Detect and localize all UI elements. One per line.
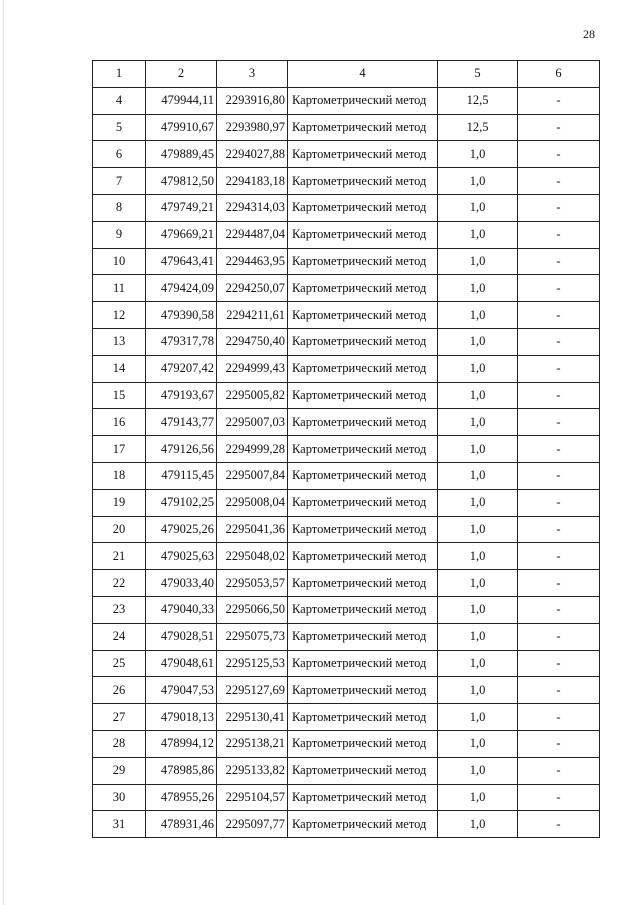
table-row — [93, 275, 600, 302]
accuracy-cell: 1,0 — [438, 784, 518, 811]
point-number-cell: 24 — [93, 623, 146, 650]
note-cell: - — [518, 382, 600, 409]
method-cell: Картометрический метод — [288, 221, 438, 248]
y-coordinate-cell: 2294211,61 — [217, 302, 288, 329]
point-number-cell: 28 — [93, 730, 146, 757]
method-cell: Картометрический метод — [288, 489, 438, 516]
x-coordinate-cell: 479669,21 — [146, 221, 217, 248]
accuracy-cell: 1,0 — [438, 436, 518, 463]
accuracy-cell: 1,0 — [438, 275, 518, 302]
accuracy-cell: 1,0 — [438, 811, 518, 838]
table-row — [93, 516, 600, 543]
y-coordinate-cell: 2295008,04 — [217, 489, 288, 516]
point-number-cell: 22 — [93, 570, 146, 597]
accuracy-cell: 1,0 — [438, 194, 518, 221]
method-cell: Картометрический метод — [288, 784, 438, 811]
method-cell: Картометрический метод — [288, 677, 438, 704]
x-coordinate-cell: 479889,45 — [146, 141, 217, 168]
method-cell: Картометрический метод — [288, 516, 438, 543]
table-row — [93, 650, 600, 677]
y-coordinate-cell: 2294463,95 — [217, 248, 288, 275]
x-coordinate-cell: 478955,26 — [146, 784, 217, 811]
y-coordinate-cell: 2295097,77 — [217, 811, 288, 838]
table-row — [93, 221, 600, 248]
note-cell: - — [518, 677, 600, 704]
table-row — [93, 757, 600, 784]
x-coordinate-cell: 479944,11 — [146, 87, 217, 114]
method-cell: Картометрический метод — [288, 248, 438, 275]
x-coordinate-cell: 478931,46 — [146, 811, 217, 838]
table-row — [93, 704, 600, 731]
point-number-cell: 23 — [93, 596, 146, 623]
x-coordinate-cell: 479207,42 — [146, 355, 217, 382]
table-row — [93, 570, 600, 597]
x-coordinate-cell: 479193,67 — [146, 382, 217, 409]
method-cell: Картометрический метод — [288, 462, 438, 489]
y-coordinate-cell: 2295130,41 — [217, 704, 288, 731]
note-cell: - — [518, 811, 600, 838]
note-cell: - — [518, 784, 600, 811]
y-coordinate-cell: 2295007,84 — [217, 462, 288, 489]
x-coordinate-cell: 479048,61 — [146, 650, 217, 677]
x-coordinate-cell: 479143,77 — [146, 409, 217, 436]
method-cell: Картометрический метод — [288, 275, 438, 302]
x-coordinate-cell: 479643,41 — [146, 248, 217, 275]
note-cell: - — [518, 114, 600, 141]
note-cell: - — [518, 623, 600, 650]
table-row — [93, 114, 600, 141]
note-cell: - — [518, 87, 600, 114]
table-row — [93, 730, 600, 757]
note-cell: - — [518, 462, 600, 489]
point-number-cell: 26 — [93, 677, 146, 704]
point-number-cell: 21 — [93, 543, 146, 570]
note-cell: - — [518, 409, 600, 436]
point-number-cell: 8 — [93, 194, 146, 221]
header-cell: 3 — [217, 61, 288, 88]
x-coordinate-cell: 479047,53 — [146, 677, 217, 704]
table-row — [93, 811, 600, 838]
header-cell: 2 — [146, 61, 217, 88]
method-cell: Картометрический метод — [288, 596, 438, 623]
accuracy-cell: 12,5 — [438, 87, 518, 114]
accuracy-cell: 1,0 — [438, 757, 518, 784]
point-number-cell: 18 — [93, 462, 146, 489]
point-number-cell: 30 — [93, 784, 146, 811]
header-cell: 4 — [288, 61, 438, 88]
method-cell: Картометрический метод — [288, 623, 438, 650]
accuracy-cell: 1,0 — [438, 730, 518, 757]
y-coordinate-cell: 2294750,40 — [217, 328, 288, 355]
method-cell: Картометрический метод — [288, 757, 438, 784]
page-number: 28 — [583, 27, 595, 41]
y-coordinate-cell: 2295005,82 — [217, 382, 288, 409]
point-number-cell: 27 — [93, 704, 146, 731]
y-coordinate-cell: 2294487,04 — [217, 221, 288, 248]
table-row — [93, 355, 600, 382]
note-cell: - — [518, 328, 600, 355]
table-row — [93, 328, 600, 355]
note-cell: - — [518, 489, 600, 516]
point-number-cell: 9 — [93, 221, 146, 248]
note-cell: - — [518, 141, 600, 168]
accuracy-cell: 1,0 — [438, 623, 518, 650]
point-number-cell: 25 — [93, 650, 146, 677]
x-coordinate-cell: 479910,67 — [146, 114, 217, 141]
table-row — [93, 436, 600, 463]
accuracy-cell: 1,0 — [438, 409, 518, 436]
accuracy-cell: 12,5 — [438, 114, 518, 141]
y-coordinate-cell: 2294999,43 — [217, 355, 288, 382]
table-row — [93, 382, 600, 409]
point-number-cell: 4 — [93, 87, 146, 114]
y-coordinate-cell: 2295041,36 — [217, 516, 288, 543]
header-cell: 5 — [438, 61, 518, 88]
x-coordinate-cell: 479390,58 — [146, 302, 217, 329]
y-coordinate-cell: 2294314,03 — [217, 194, 288, 221]
accuracy-cell: 1,0 — [438, 677, 518, 704]
accuracy-cell: 1,0 — [438, 489, 518, 516]
note-cell: - — [518, 704, 600, 731]
table-row — [93, 543, 600, 570]
x-coordinate-cell: 478994,12 — [146, 730, 217, 757]
point-number-cell: 11 — [93, 275, 146, 302]
y-coordinate-cell: 2294999,28 — [217, 436, 288, 463]
point-number-cell: 16 — [93, 409, 146, 436]
accuracy-cell: 1,0 — [438, 570, 518, 597]
x-coordinate-cell: 479033,40 — [146, 570, 217, 597]
accuracy-cell: 1,0 — [438, 355, 518, 382]
method-cell: Картометрический метод — [288, 328, 438, 355]
accuracy-cell: 1,0 — [438, 650, 518, 677]
x-coordinate-cell: 479749,21 — [146, 194, 217, 221]
x-coordinate-cell: 479317,78 — [146, 328, 217, 355]
x-coordinate-cell: 479115,45 — [146, 462, 217, 489]
table-body — [93, 61, 600, 838]
point-number-cell: 31 — [93, 811, 146, 838]
note-cell: - — [518, 248, 600, 275]
coordinates-table — [92, 60, 600, 838]
note-cell: - — [518, 436, 600, 463]
method-cell: Картометрический метод — [288, 436, 438, 463]
y-coordinate-cell: 2295048,02 — [217, 543, 288, 570]
table-row — [93, 409, 600, 436]
accuracy-cell: 1,0 — [438, 141, 518, 168]
accuracy-cell: 1,0 — [438, 221, 518, 248]
point-number-cell: 15 — [93, 382, 146, 409]
method-cell: Картометрический метод — [288, 543, 438, 570]
table-row — [93, 462, 600, 489]
x-coordinate-cell: 479025,63 — [146, 543, 217, 570]
table-header-row — [93, 61, 600, 88]
accuracy-cell: 1,0 — [438, 462, 518, 489]
accuracy-cell: 1,0 — [438, 302, 518, 329]
y-coordinate-cell: 2295133,82 — [217, 757, 288, 784]
y-coordinate-cell: 2295138,21 — [217, 730, 288, 757]
table-row — [93, 248, 600, 275]
y-coordinate-cell: 2293980,97 — [217, 114, 288, 141]
table-row — [93, 168, 600, 195]
method-cell: Картометрический метод — [288, 409, 438, 436]
method-cell: Картометрический метод — [288, 141, 438, 168]
y-coordinate-cell: 2293916,80 — [217, 87, 288, 114]
table-row — [93, 87, 600, 114]
table-row — [93, 784, 600, 811]
method-cell: Картометрический метод — [288, 704, 438, 731]
header-cell: 1 — [93, 61, 146, 88]
point-number-cell: 17 — [93, 436, 146, 463]
note-cell: - — [518, 757, 600, 784]
method-cell: Картометрический метод — [288, 570, 438, 597]
note-cell: - — [518, 168, 600, 195]
note-cell: - — [518, 275, 600, 302]
point-number-cell: 6 — [93, 141, 146, 168]
point-number-cell: 13 — [93, 328, 146, 355]
accuracy-cell: 1,0 — [438, 516, 518, 543]
point-number-cell: 20 — [93, 516, 146, 543]
accuracy-cell: 1,0 — [438, 596, 518, 623]
table-row — [93, 194, 600, 221]
method-cell: Картометрический метод — [288, 302, 438, 329]
method-cell: Картометрический метод — [288, 382, 438, 409]
table-row — [93, 141, 600, 168]
method-cell: Картометрический метод — [288, 87, 438, 114]
x-coordinate-cell: 479040,33 — [146, 596, 217, 623]
note-cell: - — [518, 516, 600, 543]
point-number-cell: 7 — [93, 168, 146, 195]
method-cell: Картометрический метод — [288, 730, 438, 757]
accuracy-cell: 1,0 — [438, 382, 518, 409]
accuracy-cell: 1,0 — [438, 704, 518, 731]
x-coordinate-cell: 479812,50 — [146, 168, 217, 195]
y-coordinate-cell: 2294183,18 — [217, 168, 288, 195]
y-coordinate-cell: 2295127,69 — [217, 677, 288, 704]
table-row — [93, 596, 600, 623]
point-number-cell: 14 — [93, 355, 146, 382]
x-coordinate-cell: 479018,13 — [146, 704, 217, 731]
scan-edge-line — [3, 0, 4, 905]
note-cell: - — [518, 302, 600, 329]
accuracy-cell: 1,0 — [438, 328, 518, 355]
note-cell: - — [518, 221, 600, 248]
x-coordinate-cell: 479424,09 — [146, 275, 217, 302]
note-cell: - — [518, 570, 600, 597]
header-cell: 6 — [518, 61, 600, 88]
y-coordinate-cell: 2295075,73 — [217, 623, 288, 650]
note-cell: - — [518, 730, 600, 757]
note-cell: - — [518, 650, 600, 677]
note-cell: - — [518, 355, 600, 382]
method-cell: Картометрический метод — [288, 168, 438, 195]
table-row — [93, 677, 600, 704]
y-coordinate-cell: 2294027,88 — [217, 141, 288, 168]
accuracy-cell: 1,0 — [438, 168, 518, 195]
x-coordinate-cell: 479025,26 — [146, 516, 217, 543]
point-number-cell: 12 — [93, 302, 146, 329]
point-number-cell: 10 — [93, 248, 146, 275]
accuracy-cell: 1,0 — [438, 248, 518, 275]
y-coordinate-cell: 2295007,03 — [217, 409, 288, 436]
point-number-cell: 5 — [93, 114, 146, 141]
y-coordinate-cell: 2295125,53 — [217, 650, 288, 677]
table-row — [93, 489, 600, 516]
y-coordinate-cell: 2295066,50 — [217, 596, 288, 623]
y-coordinate-cell: 2295053,57 — [217, 570, 288, 597]
table-row — [93, 302, 600, 329]
x-coordinate-cell: 478985,86 — [146, 757, 217, 784]
x-coordinate-cell: 479102,25 — [146, 489, 217, 516]
method-cell: Картометрический метод — [288, 194, 438, 221]
x-coordinate-cell: 479126,56 — [146, 436, 217, 463]
y-coordinate-cell: 2294250,07 — [217, 275, 288, 302]
accuracy-cell: 1,0 — [438, 543, 518, 570]
method-cell: Картометрический метод — [288, 811, 438, 838]
note-cell: - — [518, 194, 600, 221]
method-cell: Картометрический метод — [288, 650, 438, 677]
method-cell: Картометрический метод — [288, 355, 438, 382]
point-number-cell: 19 — [93, 489, 146, 516]
note-cell: - — [518, 543, 600, 570]
note-cell: - — [518, 596, 600, 623]
x-coordinate-cell: 479028,51 — [146, 623, 217, 650]
method-cell: Картометрический метод — [288, 114, 438, 141]
y-coordinate-cell: 2295104,57 — [217, 784, 288, 811]
table-row — [93, 623, 600, 650]
point-number-cell: 29 — [93, 757, 146, 784]
